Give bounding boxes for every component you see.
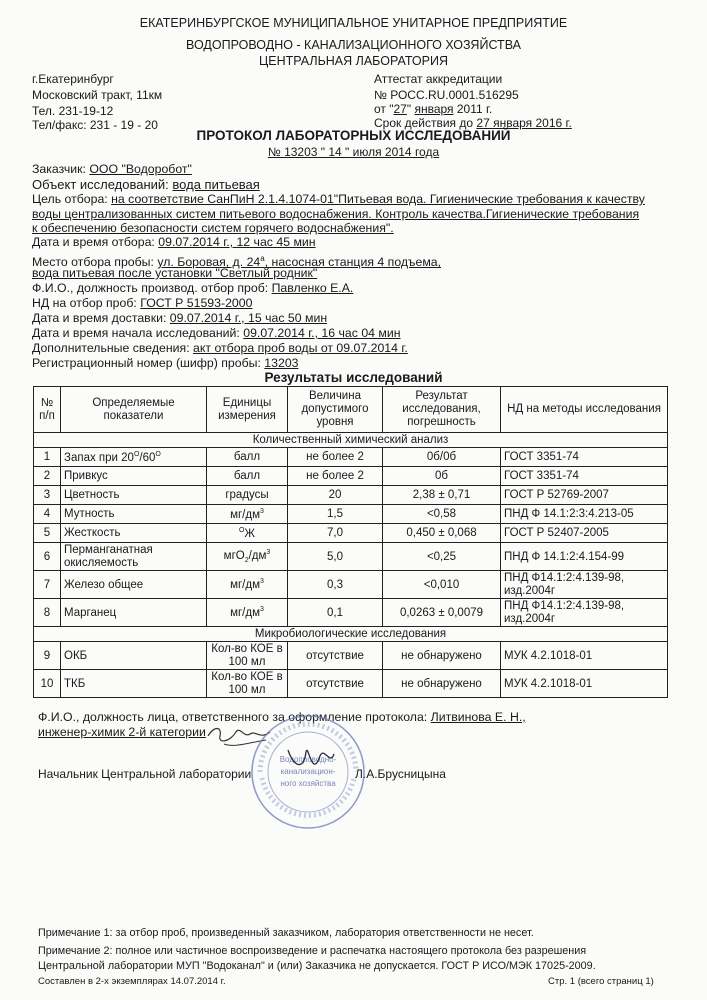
phone: Тел. 231-19-12 (32, 104, 114, 118)
header-method: НД на методы исследования (501, 387, 668, 433)
row-limit: 0,3 (288, 571, 383, 599)
row-limit: отсутствие (288, 670, 383, 698)
org-name-line3: ЦЕНТРАЛЬНАЯ ЛАБОРАТОРИЯ (259, 54, 448, 68)
row-num: 5 (34, 524, 61, 543)
row-num: 7 (34, 571, 61, 599)
sampler: Ф.И.О., должность производ. отбор проб: Павленко Е.А. (32, 281, 354, 295)
row-indicator: ТКБ (61, 670, 207, 698)
row-unit: $^О$Ж (207, 524, 288, 543)
section-row (34, 627, 668, 642)
row-num: 10 (34, 670, 61, 698)
table-row (34, 642, 668, 670)
head-of-lab-label: Начальник Центральной лаборатории (38, 767, 252, 781)
sampling-datetime: Дата и время отбора: 09.07.2014 г., 12 час 45 мин (32, 235, 316, 249)
purpose-line2: воды централизованных систем питьевого водоснабжения. Контроль качества.Гигиенические требования (32, 207, 640, 221)
responsible-person: Ф.И.О., должность лица, ответственного за оформление протокола: Литвинова Е. Н., (38, 710, 526, 724)
row-limit: 7,0 (288, 524, 383, 543)
page-counter: Стр. 1 (всего страниц 1) (548, 976, 654, 987)
row-result: 0б/0б (383, 448, 501, 467)
section-row (34, 433, 668, 448)
svg-text:канализацион-: канализацион- (280, 767, 336, 776)
protocol-title: ПРОТОКОЛ ЛАБОРАТОРНЫХ ИССЛЕДОВАНИЙ (196, 128, 511, 143)
header-limit: Величина допустимого уровня (288, 387, 383, 433)
row-num: 1 (34, 448, 61, 467)
row-unit: $мг/дм^3$ (207, 505, 288, 524)
row-method: МУК 4.2.1018-01 (501, 642, 668, 670)
row-method: ГОСТ Р 52769-2007 (501, 486, 668, 505)
street: Московский тракт, 11км (32, 88, 163, 102)
accreditation-date: от "27" января 2011 г. (374, 102, 493, 116)
additional-info: Дополнительные сведения: акт отбора проб воды от 09.07.2014 г. (32, 341, 408, 355)
results-table (33, 386, 668, 698)
row-num: 6 (34, 543, 61, 571)
row-method: ПНД Ф14.1:2:4.139-98, изд.2004г (501, 599, 668, 627)
row-method: ГОСТ Р 52407-2005 (501, 524, 668, 543)
row-unit: Кол-во КОЕ в 100 мл (207, 642, 288, 670)
header-indicator: Определяемые показатели (61, 387, 207, 433)
row-limit: 20 (288, 486, 383, 505)
sampling-place: Место отбора пробы: ул. Боровая, д. $24^а$, насосная станция 4 подъема, (32, 254, 442, 270)
city: г.Екатеринбург (32, 72, 114, 86)
row-indicator: Запах при $20^О/60^О$ (61, 448, 207, 467)
row-result: 0,450 ± 0,068 (383, 524, 501, 543)
registration-number: Регистрационный номер (шифр) пробы: 13203 (32, 356, 299, 370)
row-limit: 1,5 (288, 505, 383, 524)
row-unit: Кол-во КОЕ в 100 мл (207, 670, 288, 698)
table-row (34, 599, 668, 627)
row-result: <0,58 (383, 505, 501, 524)
row-indicator: Мутность (61, 505, 207, 524)
research-start: Дата и время начала исследований: 09.07.2014 г., 16 час 04 мин (32, 326, 401, 340)
sampling-nd: НД на отбор проб: ГОСТ Р 51593-2000 (32, 296, 253, 310)
row-num: 8 (34, 599, 61, 627)
row-indicator: Марганец (61, 599, 207, 627)
note-2-line2: Центральной лаборатории МУП "Водоканал" и (или) Заказчика не допускается. ГОСТ Р ИСО/МЭК 17025-2009. (38, 960, 596, 972)
row-method: ПНД Ф 14.1:2:4.154-99 (501, 543, 668, 571)
protocol-number: № 13203 " 14 " июля 2014 года (267, 145, 440, 159)
header-result: Результат исследования, погрешность (383, 387, 501, 433)
row-unit: балл (207, 467, 288, 486)
table-row (34, 486, 668, 505)
stamp-text: Водопроводно- (279, 755, 337, 764)
table-row (34, 524, 668, 543)
row-method: МУК 4.2.1018-01 (501, 670, 668, 698)
research-object: Объект исследований: вода питьевая (32, 177, 260, 192)
row-indicator: Железо общее (61, 571, 207, 599)
row-unit: балл (207, 448, 288, 467)
row-method: ПНД Ф14.1:2:4.139-98, изд.2004г (501, 571, 668, 599)
header-num: № п/п (34, 387, 61, 433)
row-indicator: ОКБ (61, 642, 207, 670)
row-unit: $мг/дм^3$ (207, 571, 288, 599)
sampling-place-line2: вода питьевая после установки "Светлый родник" (32, 266, 318, 280)
note-2-line1: Примечание 2: полное или частичное воспроизведение и распечатка настоящего протокола без разрешения (38, 945, 587, 957)
row-num: 3 (34, 486, 61, 505)
customer: Заказчик: ООО "Водоробот" (32, 162, 192, 176)
row-indicator: Привкус (61, 467, 207, 486)
official-stamp (248, 712, 368, 832)
section-chemical: Количественный химический анализ (34, 433, 668, 448)
row-limit: не более 2 (288, 467, 383, 486)
accreditation-number: № РОСС.RU.0001.516295 (374, 88, 519, 102)
responsible-position: инженер-химик 2-й категории (38, 725, 206, 739)
table-row (34, 448, 668, 467)
section-micro: Микробиологические исследования (34, 627, 668, 642)
row-unit: $мг/дм^3$ (207, 599, 288, 627)
row-indicator: Цветность (61, 486, 207, 505)
svg-text:ного хозяйства: ного хозяйства (280, 779, 336, 788)
accreditation-validity: Срок действия до 27 января 2016 г. (374, 116, 572, 130)
row-result: 0,0263 ± 0,0079 (383, 599, 501, 627)
row-num: 9 (34, 642, 61, 670)
row-result: 2,38 ± 0,71 (383, 486, 501, 505)
row-result: не обнаружено (383, 670, 501, 698)
row-num: 2 (34, 467, 61, 486)
row-result: 0б (383, 467, 501, 486)
org-name-line2: ВОДОПРОВОДНО - КАНАЛИЗАЦИОННОГО ХОЗЯЙСТВА (186, 38, 521, 52)
row-result: <0,010 (383, 571, 501, 599)
row-unit: $мгО_2/дм^3$ (207, 543, 288, 571)
purpose-line3: к обеспечению безопасности систем горячего водоснабжения". (32, 221, 394, 235)
results-title: Результаты исследований (264, 370, 443, 385)
note-1: Примечание 1: за отбор проб, произведенный заказчиком, лаборатория ответственности не несет. (38, 927, 534, 939)
row-result: не обнаружено (383, 642, 501, 670)
table-row (34, 543, 668, 571)
head-of-lab-name: Л.А.Брусницына (355, 767, 446, 781)
table-row (34, 670, 668, 698)
header-units: Единицы измерения (207, 387, 288, 433)
table-row (34, 505, 668, 524)
row-limit: отсутствие (288, 642, 383, 670)
org-name-line1: ЕКАТЕРИНБУРГСКОЕ МУНИЦИПАЛЬНОЕ УНИТАРНОЕ ПРЕДПРИЯТИЕ (139, 16, 568, 30)
composed-note: Составлен в 2-х экземплярах 14.07.2014 г. (38, 976, 226, 987)
row-limit: не более 2 (288, 448, 383, 467)
row-unit: градусы (207, 486, 288, 505)
accreditation-title: Аттестат аккредитации (374, 72, 503, 86)
table-row (34, 571, 668, 599)
row-method: ПНД Ф 14.1:2:3:4.213-05 (501, 505, 668, 524)
table-header-row (34, 387, 668, 433)
row-indicator: Жесткость (61, 524, 207, 543)
row-num: 4 (34, 505, 61, 524)
row-limit: 0,1 (288, 599, 383, 627)
purpose-line1: Цель отбора: на соответствие СанПиН 2.1.4.1074-01"Питьевая вода. Гигиенические требования к качеству (32, 192, 645, 206)
delivery-datetime: Дата и время доставки: 09.07.2014 г., 15 час 50 мин (32, 311, 328, 325)
row-method: ГОСТ 3351-74 (501, 448, 668, 467)
row-method: ГОСТ 3351-74 (501, 467, 668, 486)
fax: Тел/факс: 231 - 19 - 20 (32, 118, 158, 132)
row-result: <0,25 (383, 543, 501, 571)
row-limit: 5,0 (288, 543, 383, 571)
table-row (34, 467, 668, 486)
row-indicator: Перманганатная окисляемость (61, 543, 207, 571)
